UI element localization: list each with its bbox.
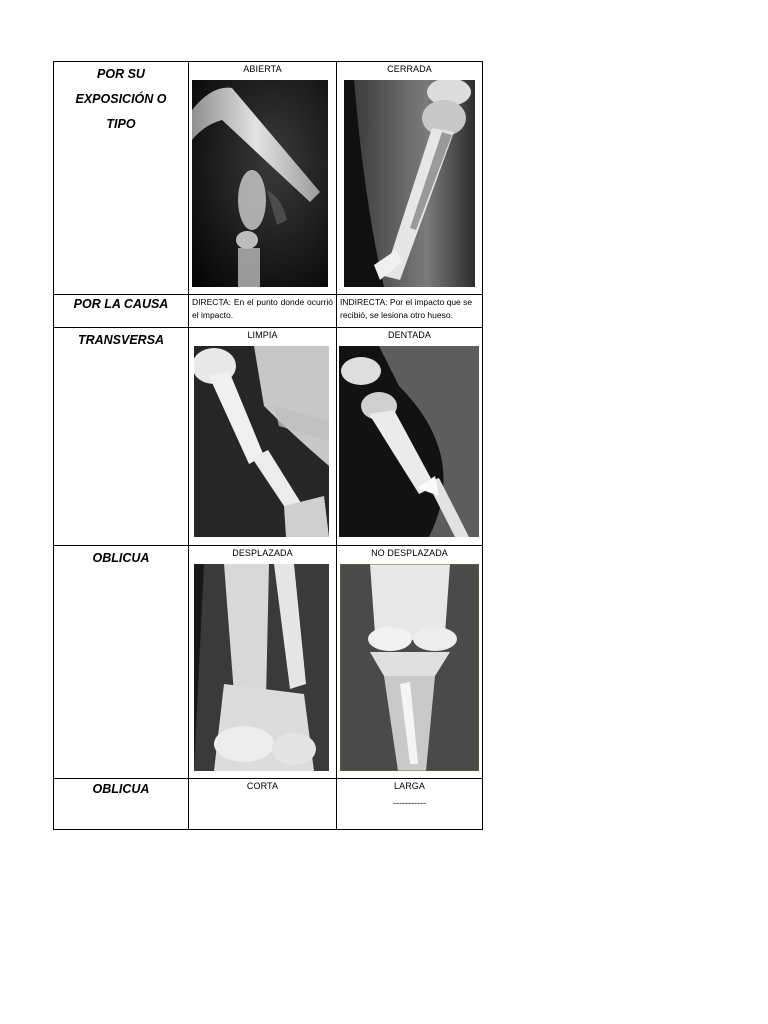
image-cell — [189, 546, 337, 779]
closed-fracture-xray — [344, 80, 475, 287]
open-fracture-xray — [192, 80, 328, 287]
row-label-cell — [54, 546, 189, 779]
fracture-classification-sheet — [53, 61, 482, 830]
text-cell — [337, 295, 483, 328]
row-label: OBLICUA — [92, 782, 150, 796]
row-label-cell — [54, 295, 189, 328]
image-caption: CERRADA — [387, 64, 432, 74]
image-cell — [337, 546, 483, 779]
image-caption: NO DESPLAZADA — [371, 548, 448, 558]
image-cell — [189, 62, 337, 295]
row-label: TRANSVERSA — [77, 333, 165, 347]
clean-transverse-fracture-xray — [194, 346, 329, 537]
length-caption: LARGA — [393, 781, 425, 791]
text-cell — [189, 779, 337, 830]
image-cell — [337, 62, 483, 295]
row-label: POR LA CAUSA — [73, 297, 169, 311]
jagged-transverse-fracture-xray — [339, 346, 479, 537]
row-label: OBLICUA — [92, 551, 150, 565]
fracture-classification-table — [53, 61, 483, 830]
image-caption: ABIERTA — [243, 64, 282, 74]
row-label: POR SU EXPOSICIÓN O TIPO — [75, 67, 167, 131]
image-caption: DESPLAZADA — [232, 548, 293, 558]
row-label-cell — [54, 62, 189, 295]
table-row — [54, 62, 483, 295]
displaced-oblique-fracture-xray — [194, 564, 329, 771]
placeholder-dashes: ----------- — [393, 798, 426, 808]
length-caption: CORTA — [246, 781, 279, 791]
table-row — [54, 779, 483, 830]
cause-indirect-text: INDIRECTA: Por el impacto que se recibió, se lesiona otro hueso. — [340, 297, 473, 320]
row-label-cell — [54, 779, 189, 830]
image-cell — [189, 328, 337, 546]
image-cell — [337, 328, 483, 546]
image-caption: DENTADA — [387, 330, 432, 340]
text-cell — [189, 295, 337, 328]
text-cell — [337, 779, 483, 830]
non-displaced-oblique-fracture-xray — [340, 564, 479, 771]
row-label-cell — [54, 328, 189, 546]
table-row — [54, 328, 483, 546]
cause-direct-text: DIRECTA: En el punto donde ocurrió el impacto. — [192, 297, 333, 320]
image-caption: LIMPIA — [247, 330, 278, 340]
table-row — [54, 546, 483, 779]
table-row — [54, 295, 483, 328]
